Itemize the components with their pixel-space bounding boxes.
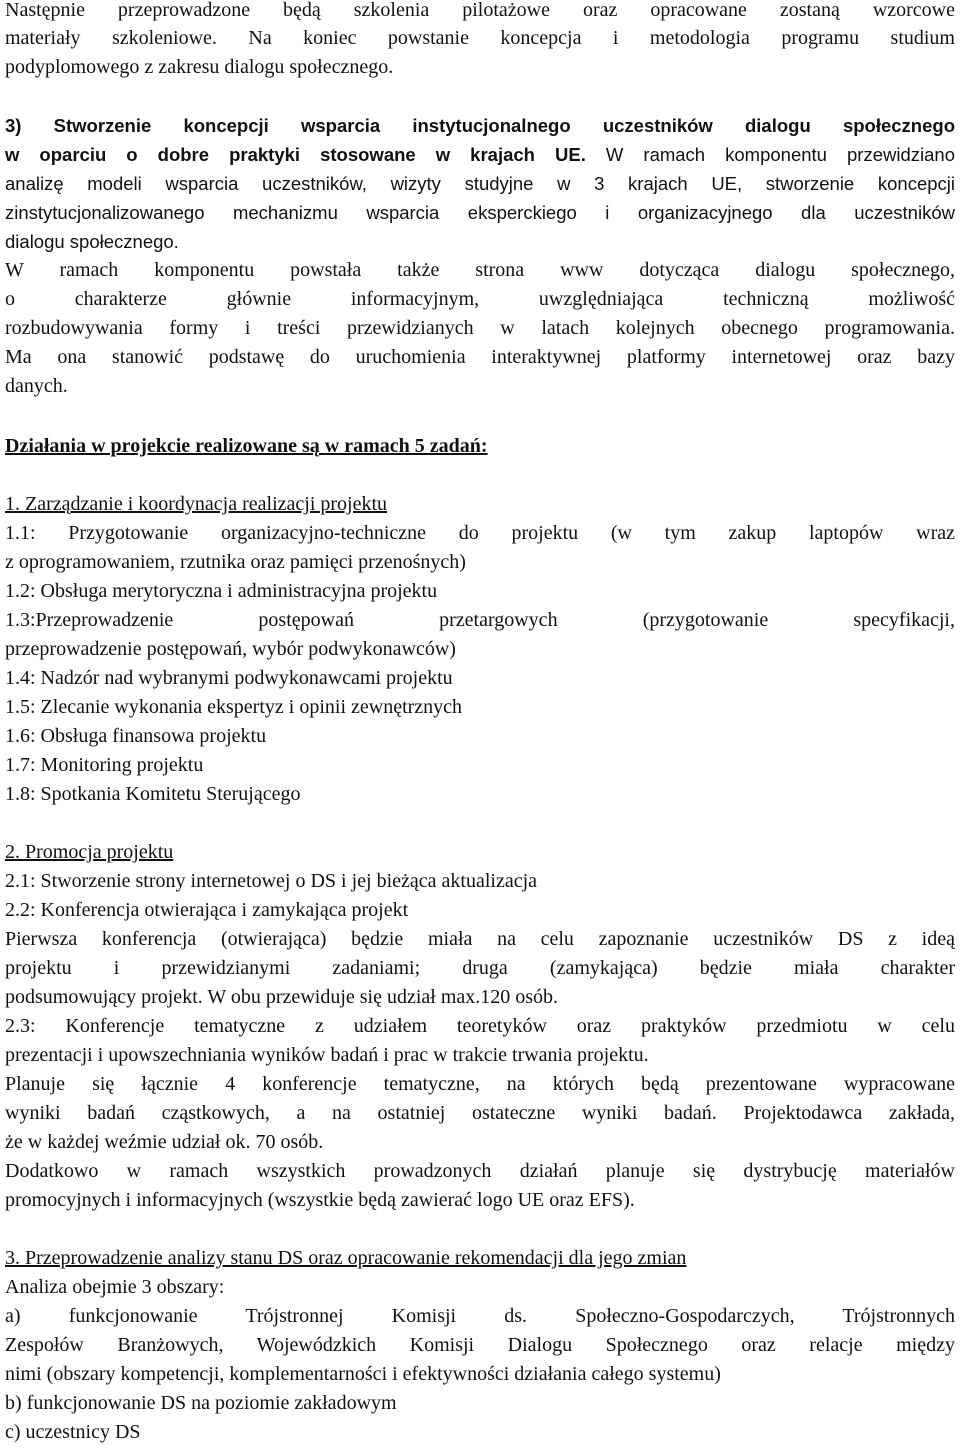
task2-3-line-1: 2.3: Konferencje tematyczne z udziałem teoretyków oraz praktyków przedmiotu w celu bbox=[5, 1015, 955, 1037]
task1-1-line-2: z oprogramowaniem, rzutnika oraz pamięci przenośnych) bbox=[5, 551, 466, 573]
task2-para1-line-3: podsumowujący projekt. W obu przewiduje się udział max.120 osób. bbox=[5, 986, 559, 1008]
task2-para2-line-3: że w każdej weźmie udział ok. 70 osób. bbox=[5, 1131, 324, 1153]
task1-3-line-2: przeprowadzenie postępowań, wybór podwykonawców) bbox=[5, 638, 456, 660]
task2-para1-line-2: projektu i przewidzianymi zadaniami; druga (zamykająca) będzie miała charakter bbox=[5, 957, 955, 979]
section3-line-9: Ma ona stanowić podstawę do uruchomienia interaktywnej platformy internetowej oraz bazy bbox=[5, 346, 955, 368]
section3-heading-cont: w oparciu o dobre praktyki stosowane w krajach UE. bbox=[5, 144, 586, 165]
task1-1-line-1: 1.1: Przygotowanie organizacyjno-techniczne do projektu (w tym zakup laptopów wraz bbox=[5, 522, 955, 544]
section3-line-7: o charakterze głównie informacyjnym, uwzględniająca techniczną możliwość bbox=[5, 288, 955, 310]
task3-a-line-3: nimi (obszary kompetencji, komplementarności i efektywności działania całego systemu) bbox=[5, 1363, 721, 1385]
task1-8: 1.8: Spotkania Komitetu Sterującego bbox=[5, 783, 301, 805]
task2-para3-line-2: promocyjnych i informacyjnych (wszystkie będą zawierać logo UE oraz EFS). bbox=[5, 1189, 635, 1211]
section3-line-6: W ramach komponentu powstała także strona www dotycząca dialogu społecznego, bbox=[5, 259, 955, 281]
task3-title: 3. Przeprowadzenie analizy stanu DS oraz opracowanie rekomendacji dla jego zmian bbox=[5, 1247, 687, 1269]
task3-a-line-1: a) funkcjonowanie Trójstronnej Komisji ds. Społeczno-Gospodarczych, Trójstronnych bbox=[5, 1305, 955, 1327]
intro-line-2: materiały szkoleniowe. Na koniec powstanie koncepcja i metodologia programu studium bbox=[5, 27, 955, 49]
task2-2: 2.2: Konferencja otwierająca i zamykająca projekt bbox=[5, 899, 409, 921]
intro-line-1: Następnie przeprowadzone będą szkolenia pilotażowe oraz opracowane zostaną wzorcowe bbox=[5, 0, 955, 21]
task3-a-line-2: Zespołów Branżowych, Wojewódzkich Komisji Dialogu Społecznego oraz relacje między bbox=[5, 1334, 955, 1356]
section3-heading: 3) Stworzenie koncepcji wsparcia instytucjonalnego uczestników dialogu społecznego bbox=[5, 115, 955, 136]
section3-line-10: danych. bbox=[5, 375, 68, 397]
section3-line-8: rozbudowywania formy i treści przewidzianych w latach kolejnych obecnego programowania. bbox=[5, 317, 955, 339]
task3-intro: Analiza obejmie 3 obszary: bbox=[5, 1276, 225, 1298]
task2-para1-line-1: Pierwsza konferencja (otwierająca) będzie miała na celu zapoznanie uczestników DS z ideą bbox=[5, 928, 955, 950]
task2-title: 2. Promocja projektu bbox=[5, 841, 174, 863]
section3-heading-line-2 bbox=[5, 140, 955, 169]
section3-line-4: zinstytucjonalizowanego mechanizmu wsparcia eksperckiego i organizacyjnego dla uczestników bbox=[5, 202, 955, 223]
task1-4: 1.4: Nadzór nad wybranymi podwykonawcami projektu bbox=[5, 667, 453, 689]
task2-3-line-2: prezentacji i upowszechniania wyników badań i prac w trakcie trwania projektu. bbox=[5, 1044, 649, 1066]
task1-5: 1.5: Zlecanie wykonania ekspertyz i opinii zewnętrznych bbox=[5, 696, 463, 718]
tasks-heading: Działania w projekcie realizowane są w ramach 5 zadań: bbox=[5, 435, 488, 457]
task2-para3-line-1: Dodatkowo w ramach wszystkich prowadzonych działań planuje się dystrybucję materiałów bbox=[5, 1160, 955, 1182]
task1-title: 1. Zarządzanie i koordynacja realizacji projektu bbox=[5, 493, 388, 515]
task3-b: b) funkcjonowanie DS na poziomie zakładowym bbox=[5, 1392, 397, 1414]
task1-6: 1.6: Obsługa finansowa projektu bbox=[5, 725, 267, 747]
section3-line-3: analizę modeli wsparcia uczestników, wizyty studyjne w 3 krajach UE, stworzenie koncepcji bbox=[5, 173, 955, 194]
task2-1: 2.1: Stworzenie strony internetowej o DS i jej bieżąca aktualizacja bbox=[5, 870, 538, 892]
task1-2: 1.2: Obsługa merytoryczna i administracyjna projektu bbox=[5, 580, 438, 602]
section3-text-start: W ramach komponentu przewidziano bbox=[585, 144, 955, 165]
task3-c: c) uczestnicy DS bbox=[5, 1421, 141, 1443]
section3-line-5: dialogu społecznego. bbox=[5, 231, 179, 252]
task2-para2-line-1: Planuje się łącznie 4 konferencje tematyczne, na których będą prezentowane wypracowane bbox=[5, 1073, 955, 1095]
task1-3-line-1: 1.3:Przeprowadzenie postępowań przetargowych (przygotowanie specyfikacji, bbox=[5, 609, 955, 631]
task2-para2-line-2: wyniki badań cząstkowych, a na ostatniej ostateczne wyniki badań. Projektodawca zakłada, bbox=[5, 1102, 955, 1124]
intro-line-3: podyplomowego z zakresu dialogu społecznego. bbox=[5, 56, 394, 78]
task1-7: 1.7: Monitoring projektu bbox=[5, 754, 204, 776]
